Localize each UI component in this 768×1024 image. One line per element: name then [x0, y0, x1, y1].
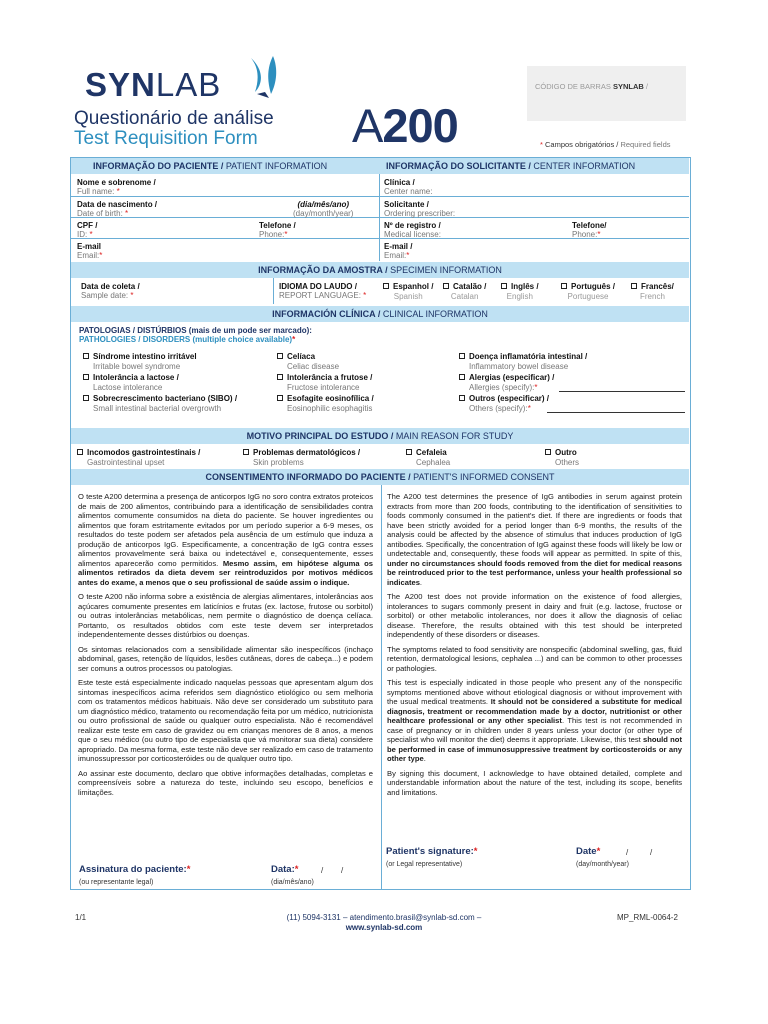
date-separator: / [650, 848, 653, 857]
lang-french-option[interactable]: Francês/ French [631, 282, 674, 302]
page-number: 1/1 [75, 913, 87, 922]
patient-center-band [71, 158, 689, 174]
checkbox-icon[interactable] [459, 395, 465, 401]
option-eosinophilic[interactable]: Esofagite eosinofílica / Eosinophilic esophagitis [277, 394, 374, 413]
test-code [352, 98, 458, 153]
requisition-form [70, 157, 691, 890]
synlab-leaf-icon [245, 54, 281, 100]
reason-band: MOTIVO PRINCIPAL DO ESTUDO / MAIN REASON FOR STUDY [71, 428, 689, 444]
consent-band: CONSENTIMENTO INFORMADO DO PACIENTE / PATIENT'S INFORMED CONSENT [71, 469, 689, 485]
patient-signature-pt[interactable]: Assinatura do paciente:* (ou representante legal) [79, 864, 191, 886]
contact-info: (11) 5094-3131 – atendimento.brasil@synlab-sd.com – [286, 913, 482, 922]
consent-en-paragraph: This test is especially indicated in those people who present any of the nonspecific symptoms mentioned above without etiological diagnosis or without improvement with the usual medical treatments. It should not be considered a substitute for medical diagnosis, treatment or recommendation made by a doctor, nutritionist or other healthcare professional or any other specialist. This test is not recommended in case of pregnancy or in children under 8 years unless your doctor (or other type of specialist who will monitor the diet) deems it appropriate. Likewise, this test should not be performed in case of immunosuppressive treatment by corticosteroids or any other type. [387, 678, 682, 763]
consent-pt-paragraph: Os sintomas relacionados com a sensibilidade alimentar são inespecíficos (inchaço abdominal, gases, retenção de líquidos, lesões cutâneas, dores de cabeça...) e podem ser comuns a outros processos ou patologias. [78, 644, 373, 673]
website-link[interactable]: www.synlab-sd.com [345, 923, 423, 932]
cpf-field[interactable]: CPF / ID: * [77, 221, 98, 239]
consent-pt-paragraph: O teste A200 não informa sobre a existência de alergias alimentares, intolerâncias aos açúcares comumente presentes em laticínios e frutas (ex. lactose, frutose ou sorbitol) ou outras intolerâncias metabólicas, nem permite o diagnóstico de doença celíaca. Portanto, os resultados obtidos com este teste devem ser interpretados independentemente desses distúrbios ou doenças. [78, 592, 373, 639]
consent-en-paragraph: The A200 test determines the presence of IgG antibodies in serum against protein extracts from more than 200 foods, contributing to the identification of sensitivities to foods commonly consumed in the patient's diet. If there are ingredients or foods that have been strictly avoided for a period longer than 6-9 months, the results of the analysis could be affected by the absence of stimulus that induces production of IgG antibodies. Specifically, the concentration of IgG against these foods will likely be low or undetectable and, consequently, these foods will appear as permitted. In spite of this, under no circumstances should foods removed from the diet for medical reasons be reintroduced prior to the test performance, unless your health professional so indicates. [387, 492, 682, 587]
patient-info-title: INFORMAÇÃO DO PACIENTE / PATIENT INFORMATION [93, 161, 328, 171]
report-language-label: IDIOMA DO LAUDO / REPORT LANGUAGE: * [279, 282, 367, 300]
checkbox-icon[interactable] [277, 374, 283, 380]
allergies-specify-line[interactable] [559, 391, 685, 392]
checkbox-icon[interactable] [383, 283, 389, 289]
option-allergies[interactable]: Alergias (especificar) / Allergies (specify):* [459, 373, 554, 392]
checkbox-icon[interactable] [561, 283, 567, 289]
test-code-number: 200 [382, 99, 458, 152]
specimen-band: INFORMAÇÃO DA AMOSTRA / SPECIMEN INFORMATION [71, 262, 689, 278]
consent-pt-paragraph: Ao assinar este documento, declaro que obtive informações detalhadas, completas e compreensíveis sobre a natureza do teste, incluindo seu escopo, benefícios e limitações. [78, 768, 373, 797]
reason-other[interactable]: Outro Others [545, 448, 579, 467]
date-separator: / [341, 866, 344, 875]
birth-date-field[interactable]: Data de nascimento / Date of birth: * [77, 200, 158, 218]
patient-phone-field[interactable]: Telefone / Phone:* [259, 221, 296, 239]
checkbox-icon[interactable] [277, 353, 283, 359]
checkbox-icon[interactable] [459, 374, 465, 380]
synlab-logo [85, 66, 221, 104]
lang-portuguese-option[interactable]: Português / Portuguese [561, 282, 615, 302]
others-specify-line[interactable] [547, 412, 685, 413]
document-reference: MP_RML-0064-2 [617, 913, 678, 922]
consent-text-pt [78, 492, 373, 802]
checkbox-icon[interactable] [83, 395, 89, 401]
sample-date-field[interactable]: Data de coleta / Sample date: * [81, 282, 140, 300]
clinical-band: INFORMACIÓN CLÍNICA / CLINICAL INFORMATION [71, 306, 689, 322]
lang-spanish-option[interactable]: Espanhol / Spanish [383, 282, 433, 302]
checkbox-icon[interactable] [501, 283, 507, 289]
test-code-prefix: A [352, 99, 383, 152]
signature-date-en[interactable]: Date* (day/month/year) [576, 846, 629, 868]
checkbox-icon[interactable] [443, 283, 449, 289]
consent-en-paragraph: By signing this document, I acknowledge to have obtained detailed, complete and understandable information about the nature of the test, including its scope, benefits and limitations. [387, 768, 682, 797]
checkbox-icon[interactable] [83, 374, 89, 380]
form-title-en: Test Requisition Form [74, 128, 258, 149]
consent-pt-paragraph: Este teste está especialmente indicado naquelas pessoas que apresentam algum dos sintomas inespecíficos acima referidos sem diagnóstico etiológico ou sem melhoria com os tratamentos médicos habituais. Não deve ser considerado um substituto para um diagnóstico médico, tratamento ou recomendação feita por um médico, nutricionista ou outro profissional de saúde ou qualquer outro especialista. Não é recomendável realizar este teste em caso de gravidez ou em crianças menores de 8 anos, a menos que o seu médico (ou outro tipo de especialista que vá monitorar sua dieta) considere apropriado. Da mesma forma, este teste não deve ser realizado em caso de tratamento imunossupressor por corticosteróides ou de qualquer outro tipo. [78, 678, 373, 763]
patient-email-field[interactable]: E-mail Email:* [77, 242, 103, 260]
patient-signature-en[interactable]: Patient's signature:* (or Legal representative) [386, 846, 478, 868]
medical-license-field[interactable]: Nº de registro / Medical license: [384, 221, 441, 239]
prescriber-field[interactable]: Solicitante / Ordering prescriber: [384, 200, 456, 218]
reason-skin[interactable]: Problemas dermatológicos / Skin problems [243, 448, 360, 467]
reason-cephalea[interactable]: Cefaleia Cephalea [406, 448, 450, 467]
center-info-title: INFORMAÇÃO DO SOLICITANTE / CENTER INFORMATION [386, 161, 636, 171]
full-name-field[interactable]: Nome e sobrenome / Full name: * [77, 178, 156, 196]
option-sibo[interactable]: Sobrecrescimento bacteriano (SIBO) / Small intestinal bacterial overgrowth [83, 394, 237, 413]
option-ibs[interactable]: Síndrome intestino irritável Irritable bowel syndrome [83, 352, 197, 371]
checkbox-icon[interactable] [631, 283, 637, 289]
pathologies-heading: PATOLOGIAS / DISTÚRBIOS (mais de um pode ser marcado): PATHOLOGIES / DISORDERS (multiple choice available)* [79, 326, 312, 344]
barcode-area [527, 66, 686, 121]
logo-bold-text: SYN [85, 66, 156, 103]
center-phone-field[interactable]: Telefone/ Phone:* [572, 221, 607, 239]
lang-catalan-option[interactable]: Catalão / Catalan [443, 282, 486, 302]
option-fructose[interactable]: Intolerância a frutose / Fructose intolerance [277, 373, 372, 392]
consent-en-paragraph: The symptoms related to food sensitivity are nonspecific (abdominal swelling, gas, fluid retention, dermatological lesions, cephalea ...) and can be common to other processes or pathologies. [387, 644, 682, 673]
checkbox-icon[interactable] [243, 449, 249, 455]
checkbox-icon[interactable] [83, 353, 89, 359]
form-title-pt: Questionário de análise [74, 108, 274, 129]
required-fields-note: * Campos obrigatórios / Required fields [540, 140, 671, 149]
checkbox-icon[interactable] [77, 449, 83, 455]
consent-en-paragraph: The A200 test does not provide information on the existence of food allergies, intolerances to sugars commonly present in dairy and fruit (e.g. lactose, fructose or sorbitol) or other metabolic intolerances, nor does it allow the diagnosis of celiac disease. Therefore, the results obtained with this test should be interpreted independently of these disorders or diseases. [387, 592, 682, 639]
lang-english-option[interactable]: Inglês / English [501, 282, 539, 302]
option-lactose[interactable]: Intolerância a lactose / Lactose intolerance [83, 373, 179, 392]
option-ibd[interactable]: Doença inflamatória intestinal / Inflammatory bowel disease [459, 352, 587, 371]
consent-pt-paragraph: O teste A200 determina a presença de anticorpos IgG no soro contra extratos proteicos de mais de 200 alimentos, contribuindo para a identificação de sensibilidades contra alimentos comumente consumidos na dieta do paciente. Se houver ingredientes ou alimentos que foram estritamente evitados por um período superior a 6-9 meses, os resultados do teste podem ser afetados pela ausência de um estímulo que induza a produção de anticorpos IgG. Especificamente, a concentração de IgG contra esses alimentos provavelmente será baixa ou indetectável e, consequentemente, esses alimentos aparecerão como permitidos. Mesmo assim, em hipótese alguma os alimentos retirados da dieta devem ser reintroduzidos por motivos médicos antes do exame, a menos que o seu profissional de saúde assim o indique. [78, 492, 373, 587]
consent-text-en [387, 492, 682, 802]
birth-date-format-hint: (dia/mês/ano) (day/month/year) [293, 200, 354, 218]
option-others[interactable]: Outros (especificar) / Others (specify):* [459, 394, 549, 413]
barcode-label: CÓDIGO DE BARRAS SYNLAB / [535, 82, 648, 91]
reason-gastro[interactable]: Incomodos gastrointestinais / Gastrointestinal upset [77, 448, 200, 467]
clinic-field[interactable]: Clínica / Center name: [384, 178, 433, 196]
date-separator: / [321, 866, 324, 875]
checkbox-icon[interactable] [277, 395, 283, 401]
checkbox-icon[interactable] [406, 449, 412, 455]
option-celiac[interactable]: Celíaca Celiac disease [277, 352, 339, 371]
signature-date-pt[interactable]: Data:* (dia/mês/ano) [271, 864, 314, 886]
logo-thin-text: LAB [155, 66, 222, 103]
checkbox-icon[interactable] [459, 353, 465, 359]
date-separator: / [626, 848, 629, 857]
center-email-field[interactable]: E-mail / Email:* [384, 242, 413, 260]
checkbox-icon[interactable] [545, 449, 551, 455]
